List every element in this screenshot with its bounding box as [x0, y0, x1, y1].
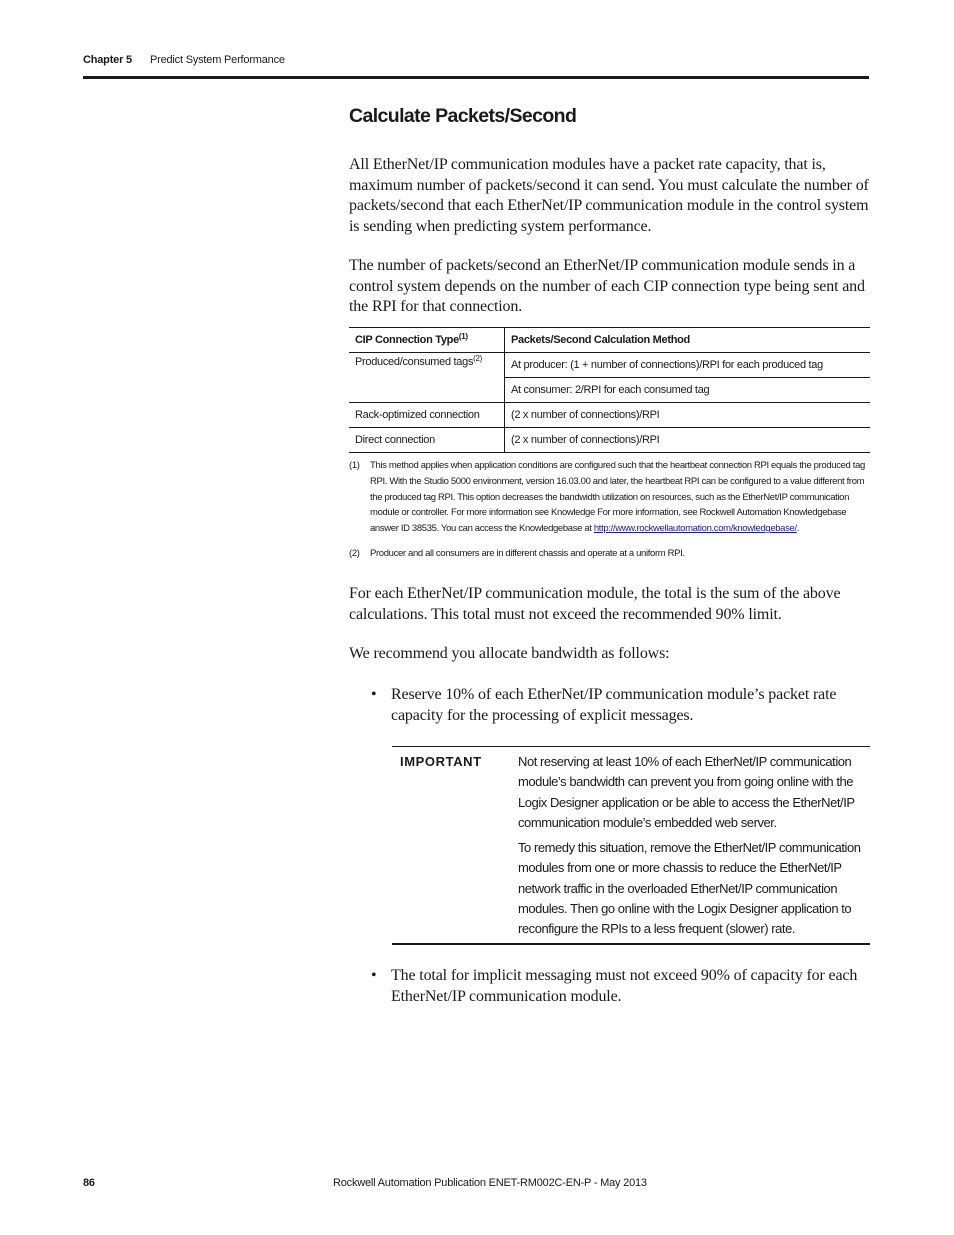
table-row — [349, 403, 870, 428]
cell-produced-consumed — [349, 353, 505, 403]
header-connection-type-text: CIP Connection Type — [355, 334, 459, 346]
important-text-2: To remedy this situation, remove the EtherNet/IP communication modules from one or more chassis to reduce the EtherNet/IP network traffic in the overloaded EtherNet/IP communication modules. Then go online with the Logix Designer application to reconfigure the RPIs to a less frequent (slower) rate. — [518, 840, 861, 937]
bullet-item-implicit — [371, 966, 871, 1007]
footnote-1-body — [370, 458, 871, 537]
page-number: 86 — [83, 1177, 95, 1189]
cell-producer-method: At producer: (1 + number of connections)/RPI for each produced tag — [505, 353, 871, 378]
footnote-ref-1: (1) — [458, 332, 468, 341]
footnote-1-text: This method applies when application conditions are configured such that the heartbeat connection RPI equals the produced tag RPI. With the Studio 5000 environment, version 16.03.00 and later, the heartbeat RPI can be configured to a value different from the produced tag RPI. This option decreases the bandwidth utilization on resources, such as the EtherNet/IP communication module or controller. For more information see Knowledge For more information, see Rockwell Automation Knowledgebase answer ID 38535. You can access the Knowledgebase at — [370, 460, 865, 535]
knowledgebase-link[interactable]: http://www.rockwellautomation.com/knowledgebase/ — [593, 523, 797, 535]
cell-direct-connection: Direct connection — [349, 428, 505, 453]
footnote-ref-2: (2) — [473, 354, 483, 363]
cell-direct-connection-method: (2 x number of connections)/RPI — [505, 428, 871, 453]
cell-rack-optimized-method: (2 x number of connections)/RPI — [505, 403, 871, 428]
bullet-icon: • — [371, 686, 377, 703]
cell-consumer-method: At consumer: 2/RPI for each consumed tag — [505, 378, 871, 403]
table-row — [349, 428, 870, 453]
section-heading: Calculate Packets/Second — [349, 105, 577, 127]
page-header — [83, 52, 869, 79]
important-callout — [392, 746, 870, 945]
packets-paragraph: The number of packets/second an EtherNet/IP communication module sends in a control system depends on the number of each CIP connection type being sent and the RPI for that connection. — [349, 257, 865, 315]
total-paragraph: For each EtherNet/IP communication module, the total is the sum of the above calculations. This total must not exceed the recommended 90% limit. — [349, 585, 841, 623]
chapter-label: Chapter 5 — [83, 54, 132, 66]
bullet-icon: • — [371, 967, 377, 984]
important-label: IMPORTANT — [400, 754, 482, 769]
cell-produced-consumed-text: Produced/consumed tags — [355, 356, 474, 368]
important-text-1: Not reserving at least 10% of each EtherNet/IP communication module’s bandwidth can prevent you from going online with the Logix Designer application or be able to access the EtherNet/IP communication module’s embedded web server. — [518, 754, 855, 830]
footnote-2 — [349, 546, 871, 562]
intro-paragraph: All EtherNet/IP communication modules have a packet rate capacity, that is, maximum number of packets/second it can send. You must calculate the number of packets/second that each EtherNet/IP communication module in the control system is sending when predicting system performance. — [349, 156, 869, 235]
header-calculation-method: Packets/Second Calculation Method — [505, 328, 871, 353]
footnote-1-number: (1) — [349, 460, 360, 471]
bullet-text-reserve: Reserve 10% of each EtherNet/IP communication module’s packet rate capacity for the processing of explicit messages. — [391, 686, 837, 724]
bullet-text-implicit: The total for implicit messaging must not exceed 90% of capacity for each EtherNet/IP communication module. — [391, 967, 858, 1005]
publication-info: Rockwell Automation Publication ENET-RM002C-EN-P - May 2013 — [333, 1177, 647, 1189]
chapter-title: Predict System Performance — [150, 54, 285, 66]
footnote-2-number: (2) — [349, 548, 360, 559]
bullet-item-reserve — [371, 685, 871, 726]
header-connection-type — [349, 328, 505, 353]
footnote-1 — [349, 458, 871, 537]
calculation-table — [349, 327, 870, 453]
recommend-paragraph: We recommend you allocate bandwidth as follows: — [349, 645, 670, 662]
table-header-row — [349, 328, 870, 353]
cell-rack-optimized: Rack-optimized connection — [349, 403, 505, 428]
important-body — [518, 752, 864, 945]
table-row — [349, 353, 870, 378]
footnote-1-end: . — [796, 523, 800, 535]
footnote-2-text: Producer and all consumers are in different chassis and operate at a uniform RPI. — [370, 548, 685, 559]
